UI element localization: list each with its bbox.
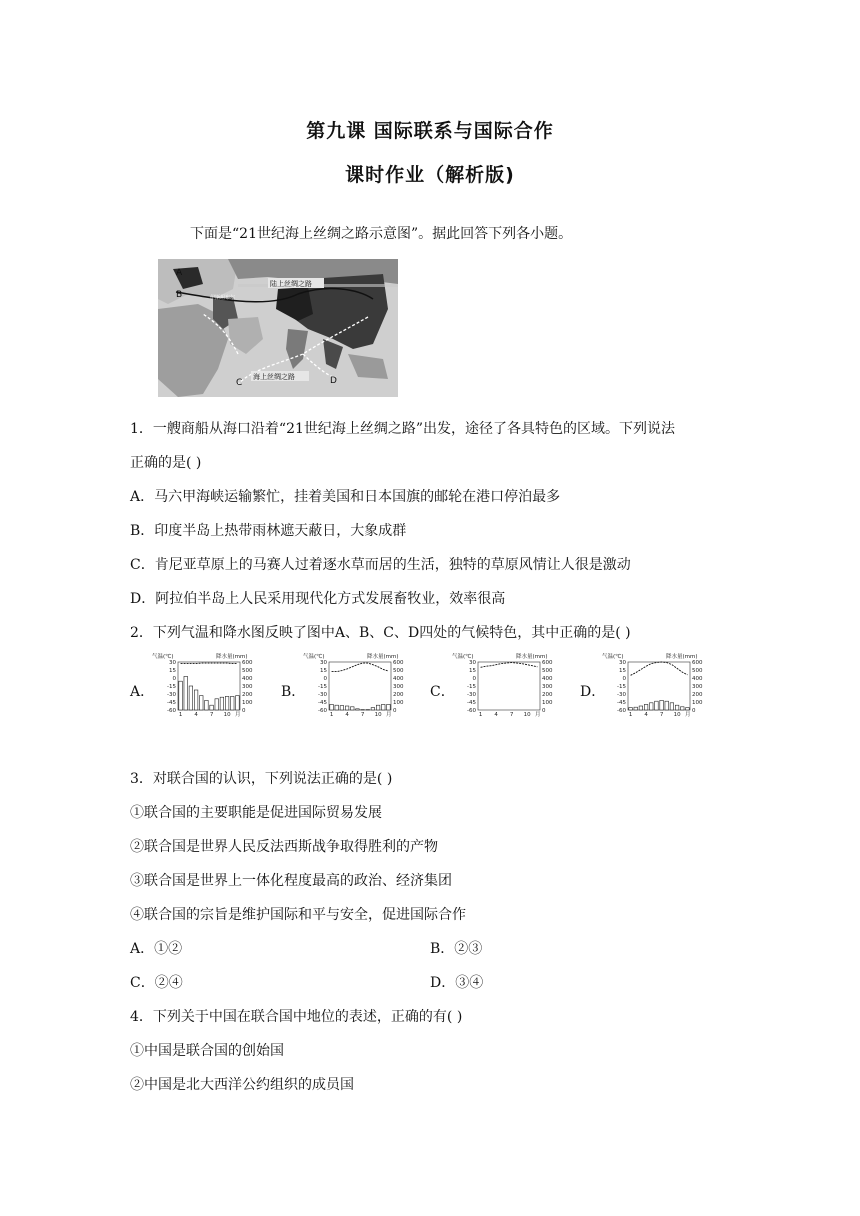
temp-axis-title: 气温(℃) xyxy=(452,654,474,660)
climate-chart-d xyxy=(602,652,714,718)
temp-line xyxy=(631,662,688,675)
temp-tick-label: 0 xyxy=(323,676,327,682)
q2-label-b: B． xyxy=(281,684,306,700)
prec-tick-label: 100 xyxy=(542,700,553,706)
q1-option-d: D．阿拉伯半岛上人民采用现代化方式发展畜牧业，效率很高 xyxy=(130,591,506,607)
precip-bar xyxy=(215,699,219,710)
temp-tick-label: 0 xyxy=(622,676,626,682)
prec-tick-label: 0 xyxy=(692,708,696,714)
temp-tick-label: 15 xyxy=(469,668,476,674)
month-tick-label: 4 xyxy=(345,712,349,718)
temp-tick-label: -45 xyxy=(167,700,176,706)
map-label-istanbul: 伊斯坦布尔 xyxy=(210,295,236,301)
temp-tick-label: -60 xyxy=(617,708,626,714)
prec-axis-title: 降水量(mm) xyxy=(516,654,548,660)
temp-tick-label: -30 xyxy=(167,692,176,698)
month-tick-label: 7 xyxy=(360,712,365,718)
temp-axis-title: 气温(℃) xyxy=(152,654,174,660)
month-tick-label: 1 xyxy=(329,712,334,718)
q1-option-a: A．马六甲海峡运输繁忙，挂着美国和日本国旗的邮轮在港口停泊最多 xyxy=(130,489,561,505)
prec-axis-title: 降水量(mm) xyxy=(367,654,399,660)
q3-item-2: ②联合国是世界人民反法西斯战争取得胜利的产物 xyxy=(130,839,438,855)
prec-tick-label: 500 xyxy=(242,668,253,674)
prec-tick-label: 200 xyxy=(242,692,253,698)
map-label-sea-route: 海上丝绸之路 xyxy=(253,373,295,381)
temp-tick-label: 15 xyxy=(169,668,176,674)
silk-road-map xyxy=(158,259,398,397)
prec-tick-label: 200 xyxy=(393,692,404,698)
temp-tick-label: -45 xyxy=(318,700,327,706)
prec-tick-label: 500 xyxy=(692,668,703,674)
precip-bar xyxy=(350,707,354,710)
temp-tick-label: -60 xyxy=(467,708,476,714)
temp-tick-label: -15 xyxy=(467,684,476,690)
q3-option-a: A．①② xyxy=(130,941,183,957)
month-tick-label: 10 xyxy=(223,712,231,718)
precip-bar xyxy=(210,705,214,710)
prec-tick-label: 300 xyxy=(542,684,553,690)
month-tick-label: 4 xyxy=(644,712,648,718)
doc-title: 第九课 国际联系与国际合作 xyxy=(306,120,554,142)
precip-bar xyxy=(194,690,198,710)
precip-bar xyxy=(381,704,385,710)
prec-tick-label: 500 xyxy=(542,668,553,674)
temp-tick-label: 30 xyxy=(169,660,176,666)
temp-tick-label: 30 xyxy=(469,660,476,666)
temp-tick-label: -30 xyxy=(467,692,476,698)
precip-bar xyxy=(236,696,240,710)
month-tick-label: 1 xyxy=(628,712,633,718)
climate-chart-c xyxy=(452,652,564,718)
map-label-c: C xyxy=(236,378,243,388)
plot-frame xyxy=(329,662,391,710)
precip-bar xyxy=(639,706,643,710)
temp-axis-title: 气温(℃) xyxy=(303,654,325,660)
temp-line xyxy=(481,663,538,668)
prec-tick-label: 100 xyxy=(242,700,253,706)
prec-tick-label: 0 xyxy=(542,708,546,714)
plot-frame xyxy=(478,662,540,710)
prec-axis-title: 降水量(mm) xyxy=(216,654,248,660)
month-tick-label: 4 xyxy=(194,712,198,718)
precip-bar xyxy=(649,703,653,710)
precip-bar xyxy=(189,686,193,710)
map-label-b: B xyxy=(176,290,183,300)
prec-tick-label: 100 xyxy=(393,700,404,706)
climate-chart-a xyxy=(152,652,264,718)
precip-bar xyxy=(205,700,209,710)
q1-stem-line1: 1．一艘商船从海口沿着“21世纪海上丝绸之路”出发，途径了各具特色的区域。下列说法 xyxy=(130,421,676,437)
precip-bar xyxy=(225,696,229,710)
temp-axis-title: 气温(℃) xyxy=(602,654,624,660)
q1-option-b: B．印度半岛上热带雨林遮天蔽日，大象成群 xyxy=(130,523,407,539)
precip-bar xyxy=(356,709,360,710)
q1-stem-line2: 正确的是( ) xyxy=(130,455,202,471)
temp-tick-label: -60 xyxy=(167,708,176,714)
map-label-land-route: 陆上丝绸之路 xyxy=(270,280,312,288)
doc-subtitle: 课时作业（解析版) xyxy=(345,164,515,186)
month-tick-label: 7 xyxy=(659,712,664,718)
q3-option-d: D．③④ xyxy=(430,975,484,991)
prec-tick-label: 200 xyxy=(542,692,553,698)
precip-bar xyxy=(680,707,684,710)
precip-bar xyxy=(230,696,234,710)
temp-tick-label: -30 xyxy=(617,692,626,698)
precip-bar xyxy=(335,705,339,710)
month-tick-label: 10 xyxy=(374,712,382,718)
month-tick-label: 7 xyxy=(509,712,514,718)
intro-text: 下面是“21世纪海上丝绸之路示意图”。据此回答下列各小题。 xyxy=(190,226,573,242)
prec-tick-label: 300 xyxy=(242,684,253,690)
temp-tick-label: 15 xyxy=(619,668,626,674)
temp-line xyxy=(332,663,389,672)
temp-tick-label: 30 xyxy=(320,660,327,666)
precip-bar xyxy=(345,706,349,710)
temp-tick-label: -15 xyxy=(318,684,327,690)
prec-tick-label: 200 xyxy=(692,692,703,698)
prec-axis-title: 降水量(mm) xyxy=(666,654,698,660)
map-label-a: A xyxy=(176,268,183,278)
prec-tick-label: 0 xyxy=(393,708,397,714)
temp-tick-label: -15 xyxy=(167,684,176,690)
month-tick-label: 4 xyxy=(494,712,498,718)
temp-tick-label: -30 xyxy=(318,692,327,698)
plot-frame xyxy=(628,662,690,710)
prec-tick-label: 600 xyxy=(393,660,404,666)
precip-bar xyxy=(629,708,633,710)
q2-stem: 2．下列气温和降水图反映了图中A、B、C、D四处的气候特色，其中正确的是( ) xyxy=(130,625,631,641)
precip-bar xyxy=(686,708,690,710)
prec-tick-label: 0 xyxy=(242,708,246,714)
prec-tick-label: 600 xyxy=(242,660,253,666)
q3-stem: 3．对联合国的认识，下列说法正确的是( ) xyxy=(130,771,393,787)
precip-bar xyxy=(340,706,344,710)
map-label-d: D xyxy=(330,376,337,386)
prec-tick-label: 400 xyxy=(542,676,553,682)
month-tick-label: 7 xyxy=(209,712,214,718)
precip-bar xyxy=(184,676,188,710)
q1-option-c: C．肯尼亚草原上的马赛人过着逐水草而居的生活，独特的草原风情让人很是激动 xyxy=(130,557,631,573)
q4-stem: 4．下列关于中国在联合国中地位的表述，正确的有( ) xyxy=(130,1009,463,1025)
precip-bar xyxy=(179,681,183,710)
temp-tick-label: 0 xyxy=(472,676,476,682)
precip-bar xyxy=(220,697,224,710)
prec-tick-label: 300 xyxy=(692,684,703,690)
prec-tick-label: 500 xyxy=(393,668,404,674)
temp-tick-label: -15 xyxy=(617,684,626,690)
prec-tick-label: 600 xyxy=(692,660,703,666)
prec-tick-label: 400 xyxy=(242,676,253,682)
precip-bar xyxy=(660,700,664,710)
q3-option-c: C．②④ xyxy=(130,975,183,991)
climate-chart-b xyxy=(303,652,415,718)
month-tick-label: 1 xyxy=(178,712,183,718)
month-tick-label: 1 xyxy=(478,712,483,718)
precip-bar xyxy=(665,701,669,710)
temp-tick-label: -60 xyxy=(318,708,327,714)
prec-tick-label: 400 xyxy=(692,676,703,682)
precip-bar xyxy=(371,708,375,710)
month-tick-label: 10 xyxy=(523,712,531,718)
prec-tick-label: 400 xyxy=(393,676,404,682)
precip-bar xyxy=(387,704,391,710)
q2-label-a: A． xyxy=(130,684,155,700)
month-axis-title: 月 xyxy=(235,712,241,718)
temp-tick-label: 15 xyxy=(320,668,327,674)
prec-tick-label: 600 xyxy=(542,660,553,666)
q2-label-d: D． xyxy=(580,684,606,700)
q3-item-1: ①联合国的主要职能是促进国际贸易发展 xyxy=(130,805,382,821)
precip-bar xyxy=(644,704,648,710)
precip-bar xyxy=(376,705,380,710)
q3-option-b: B．②③ xyxy=(430,941,483,957)
q4-item-2: ②中国是北大西洋公约组织的成员国 xyxy=(130,1077,354,1093)
temp-tick-label: -45 xyxy=(617,700,626,706)
temp-tick-label: -45 xyxy=(467,700,476,706)
precip-bar xyxy=(634,707,638,710)
month-tick-label: 10 xyxy=(673,712,681,718)
prec-tick-label: 100 xyxy=(692,700,703,706)
precip-bar xyxy=(199,696,203,710)
q2-label-c: C． xyxy=(430,684,455,700)
precip-bar xyxy=(655,701,659,710)
precip-bar xyxy=(330,704,334,710)
temp-line xyxy=(181,663,238,664)
precip-bar xyxy=(670,703,674,710)
temp-tick-label: 0 xyxy=(172,676,176,682)
precip-bar xyxy=(675,705,679,710)
temp-tick-label: 30 xyxy=(619,660,626,666)
month-axis-title: 月 xyxy=(386,712,392,718)
month-axis-title: 月 xyxy=(685,712,691,718)
q4-item-1: ①中国是联合国的创始国 xyxy=(130,1043,284,1059)
q3-item-4: ④联合国的宗旨是维护国际和平与安全，促进国际合作 xyxy=(130,907,466,923)
q3-item-3: ③联合国是世界上一体化程度最高的政治、经济集团 xyxy=(130,873,452,889)
prec-tick-label: 300 xyxy=(393,684,404,690)
month-axis-title: 月 xyxy=(535,712,541,718)
